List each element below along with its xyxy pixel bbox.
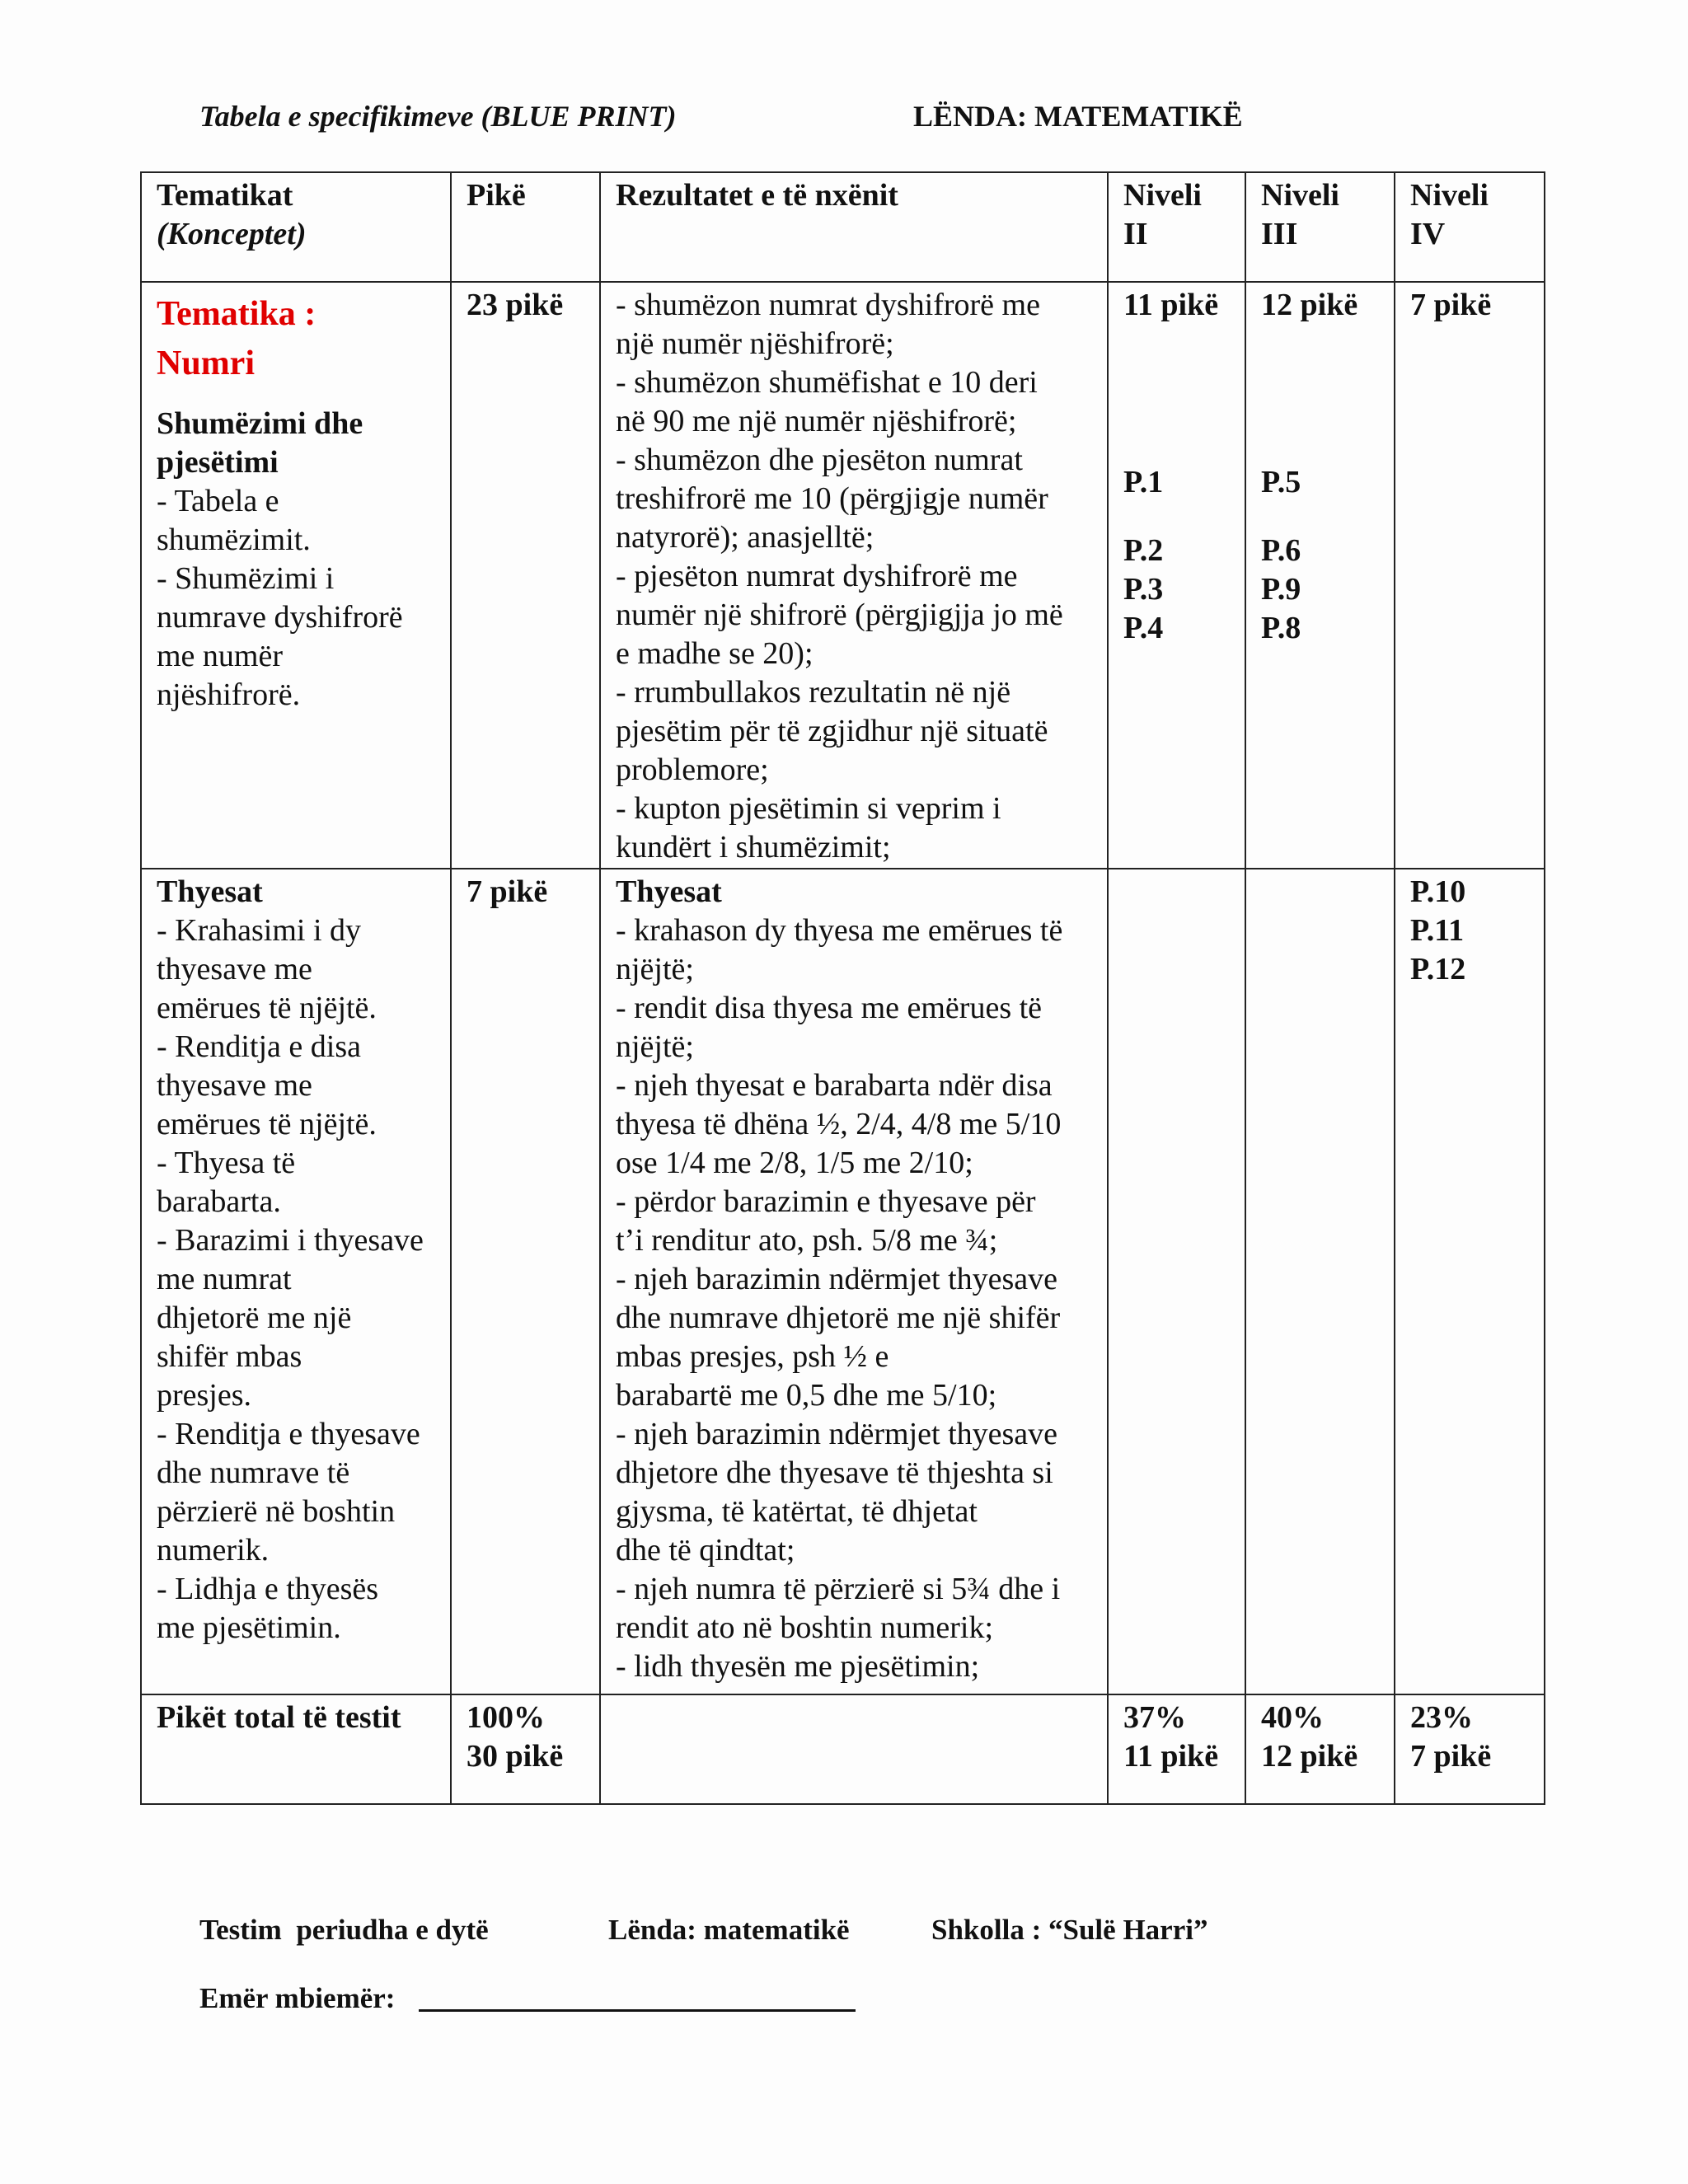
- list-item: - Shumëzimi i: [157, 561, 335, 596]
- list-item: - Barazimi i thyesave: [157, 1223, 424, 1258]
- list-item: problemore;: [616, 752, 769, 787]
- list-item: - njeh numra të përzierë si 5¾ dhe i: [616, 1572, 1061, 1606]
- total-niveli-3: 40% 12 pikë: [1245, 1694, 1395, 1804]
- list-item: P.3: [1123, 572, 1164, 607]
- school-label: Shkolla : “Sulë Harri”: [931, 1914, 1208, 1946]
- list-item: njëjtë;: [616, 952, 694, 987]
- list-item: - rrumbullakos rezultatin në një: [616, 675, 1011, 710]
- list-item: - Lidhja e thyesës: [157, 1572, 379, 1606]
- cell-niveli-2: 11 pikë P.1 P.2 P.3 P.4: [1108, 282, 1245, 869]
- total-points: 100% 30 pikë: [451, 1694, 600, 1804]
- list-item: njëshifrorë.: [157, 677, 301, 712]
- list-item: pjesëtim për të zgjidhur një situatë: [616, 714, 1048, 748]
- total-niveli-2: 37% 11 pikë: [1108, 1694, 1245, 1804]
- outcome-list: [616, 286, 1095, 867]
- cell-topics-numri: Tematika : Numri Shumëzimi dhe pjesëtimi - Tabela e shumëzimit. - Shumëzimi i numrave dyshifrorë me numër njëshifrorë.: [141, 282, 451, 869]
- list-item: dhjetorë me një: [157, 1301, 352, 1335]
- list-item: - shumëzon shumëfishat e 10 deri: [616, 365, 1038, 400]
- list-item: ose 1/4 me 2/8, 1/5 me 2/10;: [616, 1146, 973, 1180]
- list-item: - shumëzon dhe pjesëton numrat: [616, 443, 1023, 477]
- list-item: P.2: [1123, 533, 1164, 568]
- table-row: [141, 282, 1545, 869]
- list-item: thyesave me: [157, 952, 312, 987]
- list-item: P.11: [1410, 913, 1465, 948]
- list-item: barabarta.: [157, 1184, 281, 1219]
- list-item: me pjesëtimin.: [157, 1610, 341, 1645]
- col-header-tematikat: Tematikat (Konceptet): [141, 172, 451, 282]
- list-item: - pjesëton numrat dyshifrorë me: [616, 559, 1018, 593]
- table-row: [141, 869, 1545, 1694]
- outcome-list: [616, 912, 1095, 1686]
- total-outcomes-empty: [600, 1694, 1108, 1804]
- topic-list: [157, 482, 438, 715]
- list-item: dhe numrave të: [157, 1455, 350, 1490]
- cell-niveli-2: [1108, 869, 1245, 1694]
- list-item: P.6: [1261, 533, 1301, 568]
- list-item: - njeh barazimin ndërmjet thyesave: [616, 1262, 1058, 1296]
- topic-list: [157, 912, 438, 1647]
- list-item: numrave dyshifrorë: [157, 600, 403, 635]
- list-item: njëjtë;: [616, 1029, 694, 1064]
- cell-niveli-4: 7 pikë: [1395, 282, 1545, 869]
- document-title: Tabela e specifikimeve (BLUE PRINT): [199, 100, 677, 133]
- name-label: Emër mbiemër:: [199, 1982, 396, 2014]
- cell-points: 7 pikë: [451, 869, 600, 1694]
- list-item: - lidh thyesën me pjesëtimin;: [616, 1649, 980, 1684]
- list-item: me numrat: [157, 1262, 292, 1296]
- list-item: dhjetore dhe thyesave të thjeshta si: [616, 1455, 1053, 1490]
- subject-title: LËNDA: MATEMATIKË: [913, 100, 1243, 133]
- list-item: t’i renditur ato, psh. 5/8 me ¾;: [616, 1223, 998, 1258]
- list-item: me numër: [157, 639, 284, 673]
- list-item: rendit ato në boshtin numerik;: [616, 1610, 994, 1645]
- list-item: e madhe se 20);: [616, 636, 814, 671]
- col-header-rezultatet: Rezultatet e të nxënit: [600, 172, 1108, 282]
- cell-topics-thyesat: Thyesat - Krahasimi i dy thyesave me emërues të njëjtë. - Renditja e disa thyesave me emërues të njëjtë. - Thyesa të barabarta. - Barazimi i thyesave me numrat dhjetorë me një shifër mbas presjes. - Renditja e thyesave dhe numrave të përzierë në boshtin numerik. - Lidhja e thyesës me pjesëtimin.: [141, 869, 451, 1694]
- list-item: thyesave me: [157, 1068, 312, 1103]
- cell-niveli-3: [1245, 869, 1395, 1694]
- subject-label: Lënda: matematikë: [608, 1914, 850, 1946]
- list-item: një numër njëshifrorë;: [616, 326, 894, 361]
- list-item: në 90 me një numër njëshifrorë;: [616, 404, 1017, 438]
- col-header-niveli-3: Niveli III: [1245, 172, 1395, 282]
- question-list: [1410, 873, 1532, 989]
- list-item: P.12: [1410, 952, 1466, 987]
- table-header-row: [141, 172, 1545, 282]
- list-item: - rendit disa thyesa me emërues të: [616, 991, 1043, 1025]
- question-list: [1261, 532, 1382, 648]
- list-item: - shumëzon numrat dyshifrorë me: [616, 288, 1040, 322]
- cell-outcomes: Thyesat - krahason dy thyesa me emërues të njëjtë; - rendit disa thyesa me emërues të njëjtë; - njeh thyesat e barabarta ndër disa thyesa të dhëna ½, 2/4, 4/8 me 5/10 ose 1/4 me 2/8, 1/5 me 2/10; - përdor barazimin e thyesave për t’i renditur ato, psh. 5/8 me ¾; - njeh barazimin ndërmjet thyesave dhe numrave dhjetorë me një shifër mbas presjes, psh ½ e barabartë me 0,5 dhe me 5/10; - njeh barazimin ndërmjet thyesave dhjetore dhe thyesave të thjeshta si gjysma, të katërtat, të dhjetat dhe të qindtat; - njeh numra të përzierë si 5¾ dhe i rendit ato në boshtin numerik; - lidh thyesën me pjesëtimin;: [600, 869, 1108, 1694]
- list-item: thyesa të dhëna ½, 2/4, 4/8 me 5/10: [616, 1107, 1062, 1141]
- list-item: P.10: [1410, 874, 1466, 909]
- list-item: natyrorë); anasjelltë;: [616, 520, 874, 555]
- list-item: P.8: [1261, 611, 1301, 645]
- cell-points: 23 pikë: [451, 282, 600, 869]
- list-item: - Thyesa të: [157, 1146, 296, 1180]
- list-item: P.4: [1123, 611, 1164, 645]
- list-item: - Tabela e: [157, 484, 279, 518]
- name-input-line[interactable]: [419, 2009, 856, 2012]
- col-header-pike: Pikë: [451, 172, 600, 282]
- list-item: përzierë në boshtin: [157, 1494, 396, 1529]
- list-item: treshifrorë me 10 (përgjigje numër: [616, 481, 1048, 516]
- list-item: numerik.: [157, 1533, 270, 1568]
- topic-title: Tematika : Numri: [157, 295, 316, 382]
- cell-niveli-4: [1395, 869, 1545, 1694]
- list-item: emërues të njëjtë.: [157, 991, 377, 1025]
- specification-table: [140, 171, 1545, 1805]
- list-item: emërues të njëjtë.: [157, 1107, 377, 1141]
- test-period-label: Testim periudha e dytë: [199, 1914, 489, 1946]
- list-item: - Krahasimi i dy: [157, 913, 362, 948]
- list-item: - njeh barazimin ndërmjet thyesave: [616, 1417, 1058, 1451]
- list-item: - krahason dy thyesa me emërues të: [616, 913, 1063, 948]
- cell-niveli-3: 12 pikë P.5 P.6 P.9 P.8: [1245, 282, 1395, 869]
- list-item: numër një shifrorë (përgjigjja jo më: [616, 598, 1063, 632]
- list-item: presjes.: [157, 1378, 252, 1413]
- list-item: dhe numrave dhjetorë me një shifër: [616, 1301, 1061, 1335]
- total-label: Pikët total të testit: [141, 1694, 451, 1804]
- list-item: P.9: [1261, 572, 1301, 607]
- list-item: - Renditja e thyesave: [157, 1417, 420, 1451]
- list-item: mbas presjes, psh ½ e: [616, 1339, 889, 1374]
- list-item: shifër mbas: [157, 1339, 302, 1374]
- list-item: - njeh thyesat e barabarta ndër disa: [616, 1068, 1053, 1103]
- list-item: shumëzimit.: [157, 523, 311, 557]
- list-item: gjysma, të katërtat, të dhjetat: [616, 1494, 978, 1529]
- col-header-niveli-2: Niveli II: [1108, 172, 1245, 282]
- list-item: - kupton pjesëtimin si veprim i: [616, 791, 1001, 826]
- cell-outcomes: [600, 282, 1108, 869]
- list-item: dhe të qindtat;: [616, 1533, 795, 1568]
- table-total-row: [141, 1694, 1545, 1804]
- list-item: - përdor barazimin e thyesave për: [616, 1184, 1036, 1219]
- question-list: [1123, 532, 1233, 648]
- list-item: barabartë me 0,5 dhe me 5/10;: [616, 1378, 997, 1413]
- col-header-niveli-4: Niveli IV: [1395, 172, 1545, 282]
- list-item: kundërt i shumëzimit;: [616, 830, 891, 865]
- list-item: - Renditja e disa: [157, 1029, 361, 1064]
- total-niveli-4: 23% 7 pikë: [1395, 1694, 1545, 1804]
